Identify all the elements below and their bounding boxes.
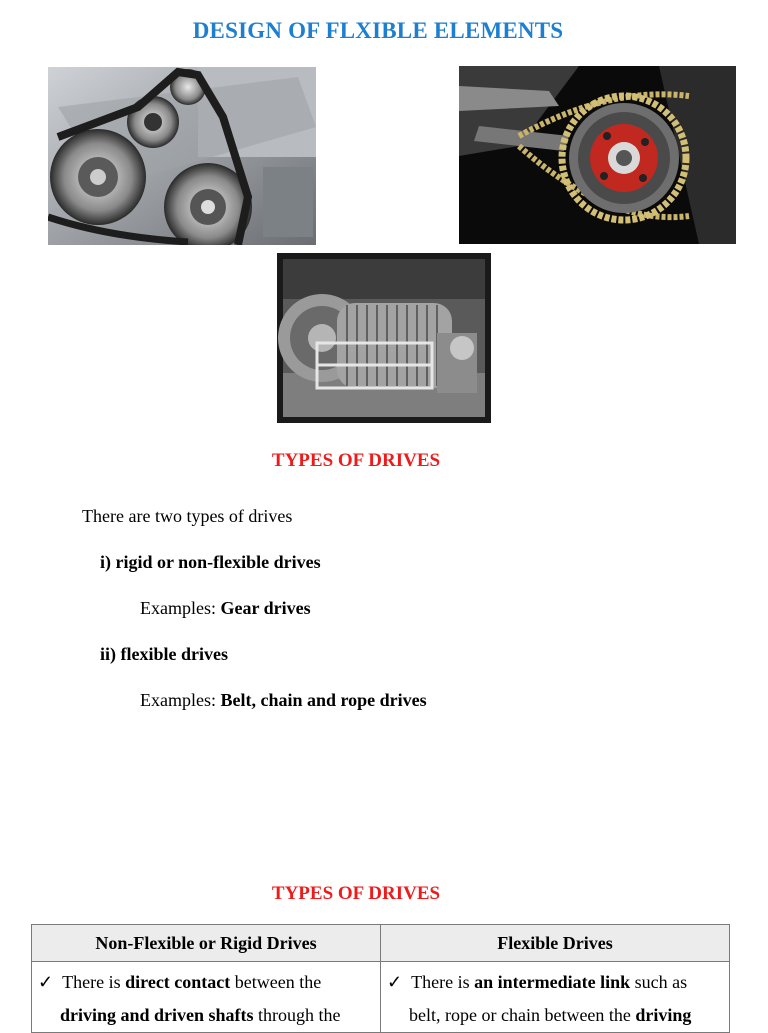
cell-text: through the (253, 1005, 341, 1025)
rope-drum-image (277, 253, 491, 423)
cell-text-bold: an intermediate link (474, 972, 631, 992)
example-value: Belt, chain and rope drives (220, 690, 427, 710)
cell-text: There is (407, 972, 475, 992)
section-heading-types-of-drives: TYPES OF DRIVES (271, 450, 441, 471)
cell-text-bold: driving (635, 1005, 692, 1025)
intro-text: There are two types of drives (82, 506, 293, 526)
cell-text: such as (630, 972, 688, 992)
page-title: DESIGN OF FLXIBLE ELEMENTS (192, 18, 564, 43)
example-value: Gear drives (220, 598, 311, 618)
engine-belt-drive-image (48, 67, 316, 245)
cell-text-bold: driving and driven shafts (60, 1005, 254, 1025)
chain-sprocket-image (459, 66, 736, 244)
drive-type-rigid: i) rigid or non-flexible drives (100, 552, 321, 572)
column-header-flexible: Flexible Drives (381, 925, 730, 962)
drive-type-flexible: ii) flexible drives (100, 644, 228, 664)
example-prefix: Examples: (140, 598, 221, 618)
section-heading-types-of-drives-table: TYPES OF DRIVES (271, 883, 441, 904)
check-icon: ✓ (38, 972, 54, 992)
column-header-rigid: Non-Flexible or Rigid Drives (32, 925, 381, 962)
drives-comparison-table (31, 924, 730, 1033)
example-prefix: Examples: (140, 690, 221, 710)
table-cell-rigid (32, 962, 381, 1033)
example-rigid (140, 598, 311, 619)
cell-text-bold: direct contact (125, 972, 231, 992)
cell-text: between the (230, 972, 322, 992)
table-header-row (32, 925, 730, 962)
cell-text: There is (58, 972, 126, 992)
check-icon: ✓ (387, 972, 403, 992)
cell-text: belt, rope or chain between the (409, 1005, 636, 1025)
table-cell-flexible (381, 962, 730, 1033)
table-row (32, 962, 730, 1033)
example-flexible (140, 690, 427, 711)
